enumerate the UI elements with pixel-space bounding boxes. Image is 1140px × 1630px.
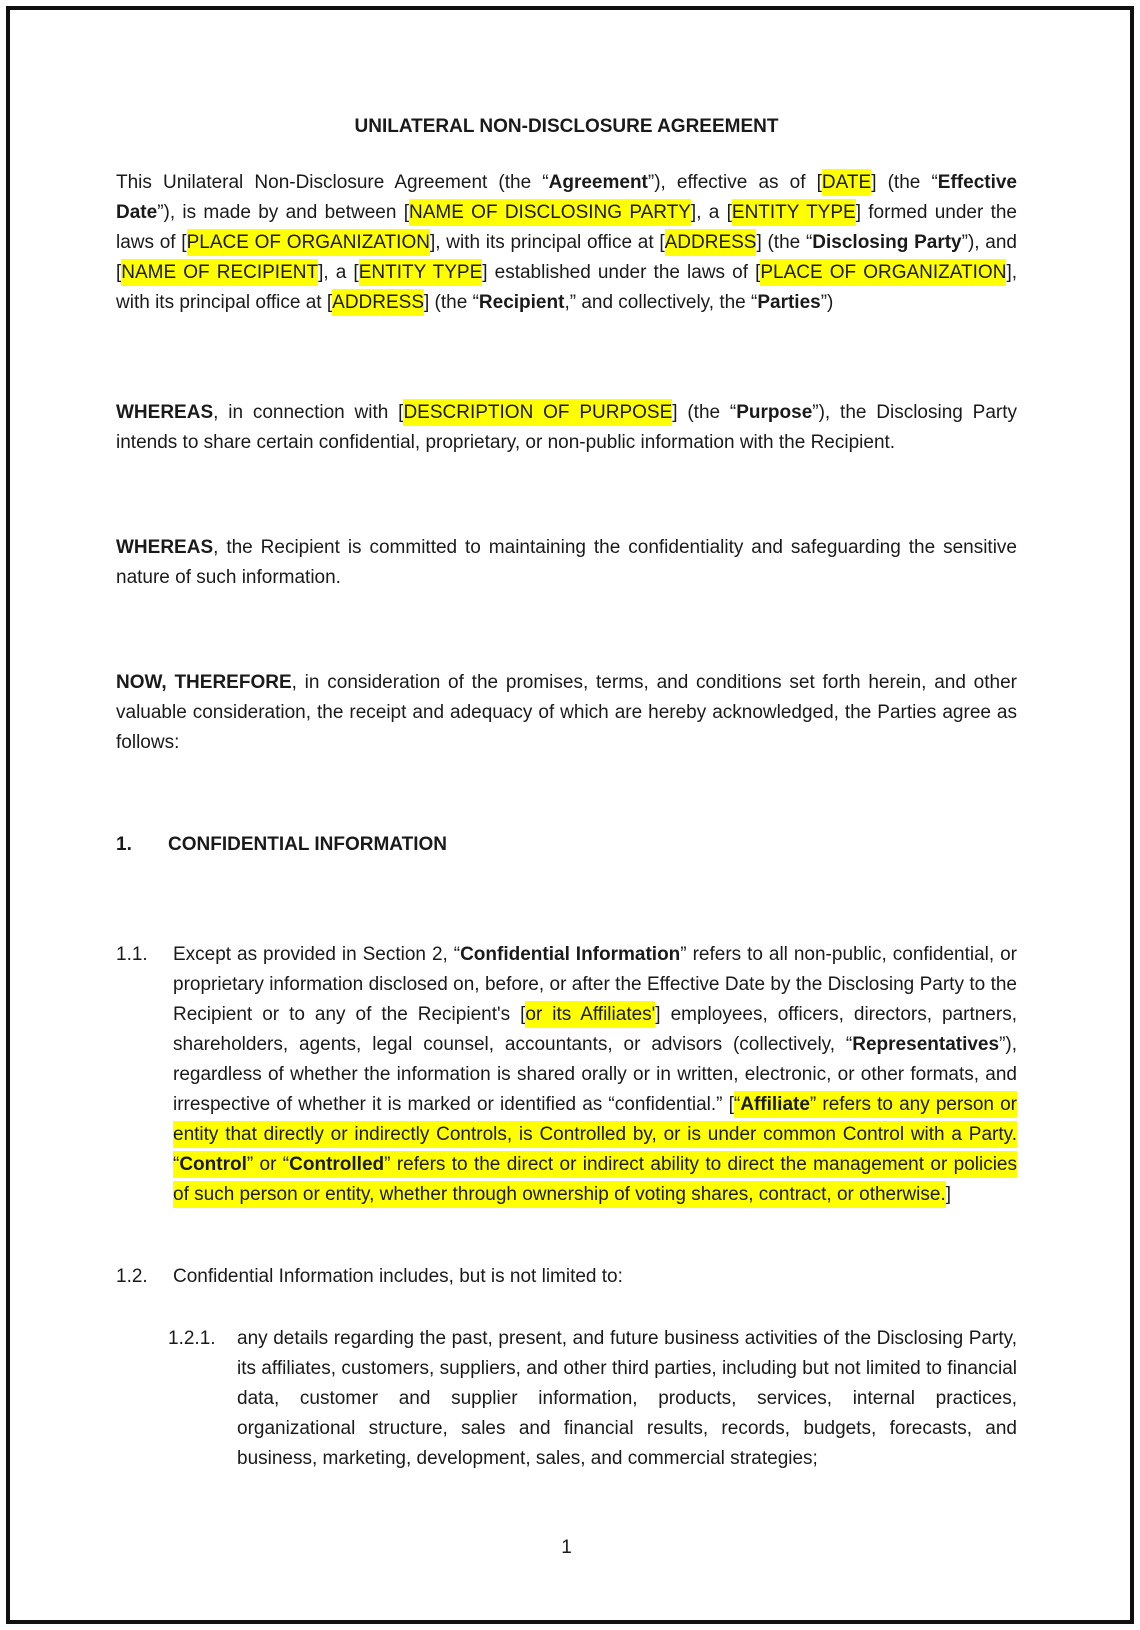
text-run: ] formed under the laws of [ (116, 202, 1017, 253)
text-run: ”), regardless of whether the information is shared orally or in written, electronic, or other formats, and irrespective of whether it is marked or identified as “confidential.” [ (173, 1034, 1017, 1115)
text-run: “ (734, 1091, 740, 1118)
text-run: DESCRIPTION OF PURPOSE (403, 399, 672, 426)
page-number: 1 (561, 1537, 572, 1558)
text-run: ”), is made by and between [ (157, 202, 409, 223)
text-run: or its Affiliates' (525, 1001, 655, 1028)
text-run: Except as provided in Section 2, “ (173, 944, 461, 965)
text-run: ], with its principal office at [ (116, 262, 1017, 313)
section-1-2-1-number: 1.2.1. (168, 1328, 216, 1349)
text-run: ” or “ (247, 1151, 289, 1178)
text-run: Parties (757, 292, 821, 313)
text-run: ” refers to the direct or indirect ability to direct the management or policies of such person or entity, whether through ownership of voting shares, contract, or otherwise. (173, 1151, 1017, 1208)
paragraph-now-therefore (116, 668, 1017, 758)
text-run: NAME OF RECIPIENT (121, 259, 318, 286)
text-run: Confidential Information includes, but is not limited to: (173, 1266, 623, 1287)
text-run: , in consideration of the promises, terms, and conditions set forth herein, and other valuable consideration, the receipt and adequacy of which are hereby acknowledged, the Parties agree as follows: (116, 672, 1017, 753)
text-run: any details regarding the past, present, and future business activities of the Disclosing Party, its affiliates, customers, suppliers, and other third parties, including but not limited to financial data, customer and supplier information, products, services, internal practices, organizational structure, sales and financial results, records, budgets, forecasts, and business, marketing, development, sales, and commercial strategies; (237, 1328, 1017, 1469)
text-run: ” refers to all non-public, confidential, or proprietary information disclosed on, before, or after the Effective Date by the Disclosing Party to the Recipient or to any of the Recipient's [ (173, 944, 1017, 1025)
text-run: ”), effective as of [ (647, 172, 822, 193)
text-run: PLACE OF ORGANIZATION (760, 259, 1006, 286)
text-run: ], with its principal office at [ (429, 232, 665, 253)
text-run: ”) (820, 292, 834, 313)
text-run: ] established under the laws of [ (482, 262, 761, 283)
text-run: ”), the Disclosing Party intends to share certain confidential, proprietary, or non-public information with the Recipient. (116, 402, 1018, 453)
section-1-2-text (173, 1262, 1017, 1292)
text-run: ”), and [ (116, 232, 1017, 283)
paragraph-recital-intro (116, 168, 1017, 318)
text-run: WHEREAS (116, 537, 214, 558)
section-1-2-1 (116, 1324, 1017, 1474)
text-run: , the Recipient is committed to maintaining the confidentiality and safeguarding the sensitive nature of such information. (116, 537, 1017, 588)
section-1-1-number: 1.1. (116, 944, 148, 965)
text-run: NOW, THEREFORE (116, 672, 292, 693)
text-run: ENTITY TYPE (732, 199, 856, 226)
text-run: PLACE OF ORGANIZATION (187, 229, 430, 256)
section-1-1-text (173, 940, 1017, 1210)
text-run: ] (the “ (756, 232, 813, 253)
text-run: NAME OF DISCLOSING PARTY (409, 199, 691, 226)
text-run: Disclosing Party (812, 232, 962, 253)
text-run: Effective Date (116, 172, 1017, 223)
text-run: ADDRESS (332, 289, 424, 316)
text-run: , in connection with [ (213, 402, 404, 423)
section-1-2-1-text (237, 1324, 1017, 1474)
text-run: This Unilateral Non-Disclosure Agreement (the “ (116, 172, 549, 193)
text-run: ] (the “ (424, 292, 479, 313)
section-1-1 (116, 940, 1017, 1210)
text-run: Purpose (736, 402, 813, 423)
text-run: Controlled (289, 1151, 384, 1178)
text-run: Representatives (852, 1034, 1000, 1055)
text-run: ] (945, 1184, 952, 1205)
paragraph-whereas-confidentiality (116, 533, 1017, 593)
text-run: Control (179, 1151, 247, 1178)
section-1-title: CONFIDENTIAL INFORMATION (168, 834, 447, 855)
section-1-2-number: 1.2. (116, 1266, 148, 1287)
paragraph-whereas-purpose (116, 398, 1017, 458)
section-1-heading (116, 830, 1017, 860)
text-run: WHEREAS (116, 402, 214, 423)
text-run: Recipient (478, 292, 565, 313)
section-1-2 (116, 1262, 1017, 1292)
text-run: Affiliate (740, 1091, 810, 1118)
document-title: UNILATERAL NON-DISCLOSURE AGREEMENT (354, 116, 779, 137)
text-run: Agreement (548, 172, 648, 193)
text-run: ] (the “ (871, 172, 938, 193)
text-run: ENTITY TYPE (359, 259, 483, 286)
text-run: Confidential Information (460, 944, 681, 965)
text-run: DATE (822, 169, 871, 196)
text-run: ], a [ (690, 202, 732, 223)
section-1-number: 1. (116, 834, 132, 855)
text-run: ,” and collectively, the “ (564, 292, 758, 313)
text-run: ], a [ (318, 262, 359, 283)
text-run: ADDRESS (665, 229, 757, 256)
document-page (116, 0, 1017, 1474)
text-run: ” refers to any person or entity that directly or indirectly Controls, is Controlled by, or is under common Control with a Party. “ (173, 1091, 1017, 1178)
text-run: ] employees, officers, directors, partners, shareholders, agents, legal counsel, accountants, or advisors (collectively, “ (173, 1004, 1017, 1055)
text-run: ] (the “ (672, 402, 737, 423)
